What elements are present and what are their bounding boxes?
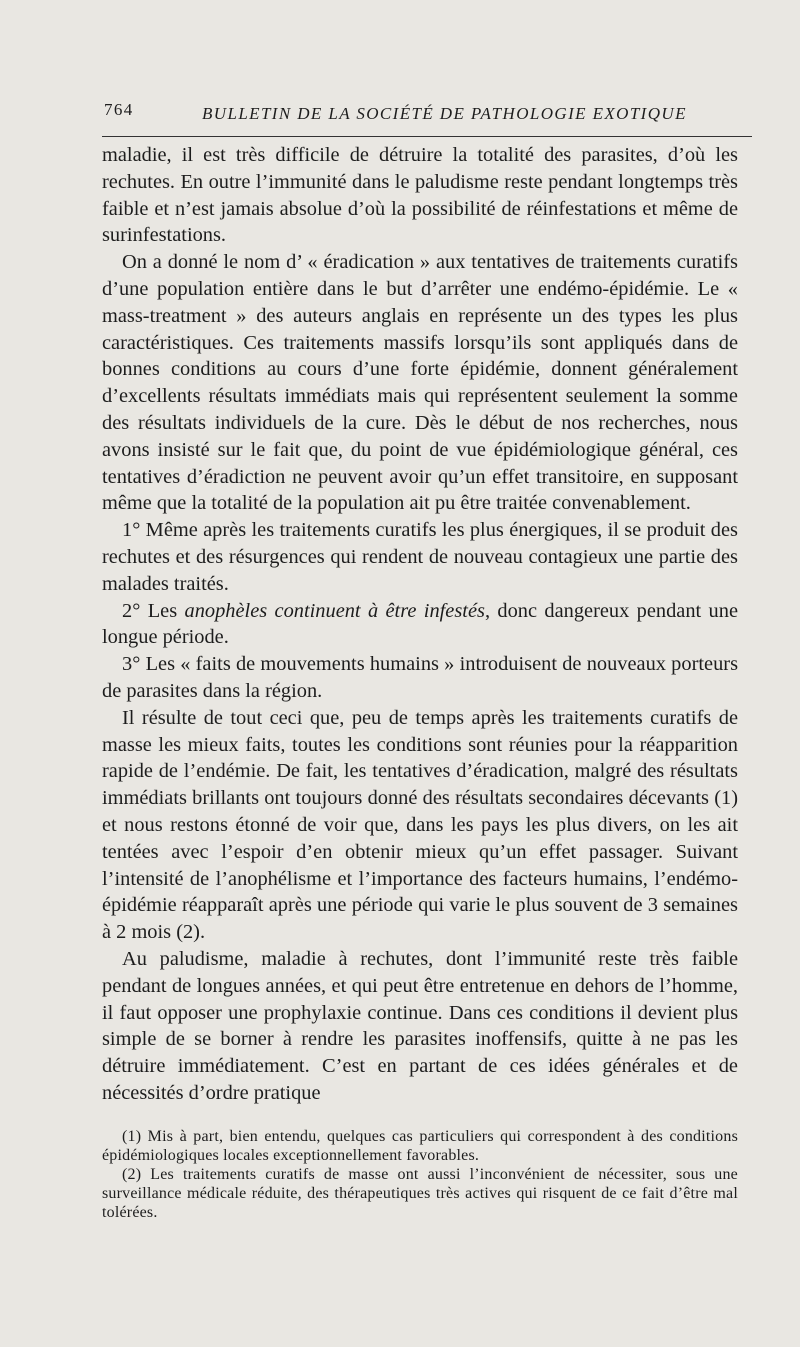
paragraph-eradication: On a donné le nom d’ « éradication » aux tentatives de traitements curatifs d’une population entière dans le but d’arrêter une endémo-épidémie. Le « mass-treatment » des auteurs anglais en représente un des types les plus caractéristiques. Ces traitements massifs lorsqu’ils sont appliqués dans de bonnes conditions au cours d’une forte épidémie, donnent généralement d’excellents résultats immédiats mais qui représentent seulement la somme des résultats individuels de la cure. Dès le début de nos recherches, nous avons insisté sur le fait que, du point de vue épidémiologique général, ces tentatives d’éradiction ne peuvent avoir qu’un effet transitoire, en supposant même que la totalité de la population ait pu être traitée convenablement. [102, 251, 738, 515]
header-rule [102, 136, 752, 137]
point-2-suffix: , donc dangereux pendant une longue période. [102, 599, 738, 649]
paragraph-point-2 [102, 598, 738, 652]
paragraph-continuation: maladie, il est très difficile de détruire la totalité des parasites, d’où les rechutes. En outre l’immunité dans le paludisme reste pendant longtemps très faible et n’est jamais absolue d’où la possibilité de réinfestations et même de surinfestations. [102, 144, 738, 247]
footnotes [102, 1127, 738, 1222]
paragraph-point-1: 1° Même après les traitements curatifs les plus énergiques, il se produit des rechutes et des résurgences qui rendent de nouveau contagieux une partie des malades traités. [102, 519, 738, 595]
point-2-italic: anophèles continuent à être infestés [184, 599, 485, 622]
footnote-2: (2) Les traitements curatifs de masse ont aussi l’inconvénient de nécessiter, sous une surveillance médicale réduite, des thérapeutiques très actives qui risquent de ce fait d’être mal tolérées. [102, 1165, 738, 1221]
running-title: BULLETIN DE LA SOCIÉTÉ DE PATHOLOGIE EXOTIQUE [202, 104, 687, 123]
running-header [102, 96, 738, 132]
paragraph-conclusion: Il résulte de tout ceci que, peu de temps après les traitements curatifs de masse les mieux faits, toutes les conditions sont réunies pour la réapparition rapide de l’endémie. De fait, les tentatives d’éradication, malgré des résultats immédiats brillants ont toujours donné des résultats secondaires décevants (1) et nous restons étonné de voir que, dans les pays les plus divers, on les ait tentées avec l’espoir d’en obtenir mieux qu’un effet passager. Suivant l’intensité de l’anophélisme et l’importance des facteurs humains, l’endémo-épidémie réapparaît après une période qui varie le plus souvent de 3 semaines à 2 mois (2). [102, 706, 738, 944]
paragraph-prophylaxis: Au paludisme, maladie à rechutes, dont l’immunité reste très faible pendant de longues années, et qui peut être entretenue en dehors de l’homme, il faut opposer une prophylaxie continue. Dans ces conditions il devient plus simple de se borner à rendre les parasites inoffensifs, quitte à ne pas les détruire immédiatement. C’est en partant de ces idées générales et de nécessités d’ordre pratique [102, 947, 738, 1104]
footnote-1: (1) Mis à part, bien entendu, quelques cas particuliers qui correspondent à des conditions épidémiologiques locales exceptionnellement favorables. [102, 1127, 738, 1164]
paragraph-point-3: 3° Les « faits de mouvements humains » introduisent de nouveaux porteurs de parasites dans la région. [102, 653, 738, 702]
body-text [102, 142, 738, 1107]
point-2-prefix: 2° Les [122, 599, 185, 622]
page-number: 764 [104, 100, 134, 119]
